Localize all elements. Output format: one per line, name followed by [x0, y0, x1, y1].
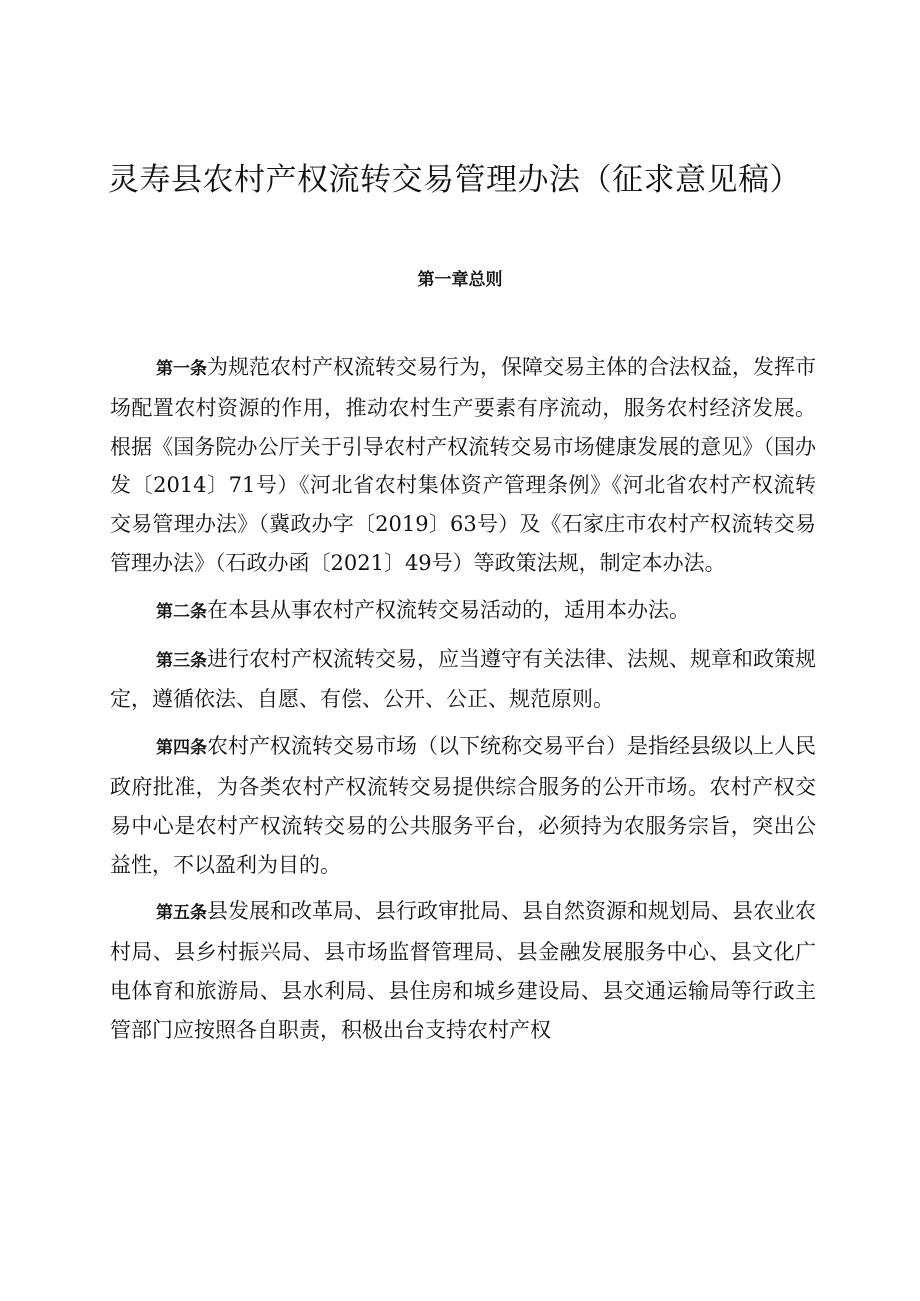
article-text: 进行农村产权流转交易，应当遵守有关法律、法规、规章和政策规定，遵循依法、自愿、有偿、公开、公正、规范原则。: [110, 646, 816, 712]
article-number: 第二条: [156, 601, 207, 622]
document-body: [110, 348, 816, 1058]
article-number: 第四条: [156, 738, 207, 759]
article-text: 县发展和改革局、县行政审批局、县自然资源和规划局、县农业农村局、县乡村振兴局、县市场监督管理局、县金融发展服务中心、县文化广电体育和旅游局、县水利局、县住房和城乡建设局、县交通运输局等行政主管部门应按照各自职责，积极出台支持农村产权: [110, 899, 816, 1042]
article-5: [110, 892, 816, 1049]
article-number: 第五条: [156, 903, 207, 924]
article-number: 第一条: [156, 359, 207, 379]
article-1: [110, 348, 816, 583]
article-4: [110, 727, 816, 884]
article-2: [110, 591, 816, 632]
article-3: [110, 640, 816, 720]
article-text: 农村产权流转交易市场（以下统称交易平台）是指经县级以上人民政府批准，为各类农村产权流转交易提供综合服务的公开市场。农村产权交易中心是农村产权流转交易的公共服务平台，必须持为农服务宗旨，突出公益性，不以盈利为目的。: [110, 734, 816, 877]
article-number: 第三条: [156, 650, 207, 671]
chapter-heading: 第一章总则: [417, 270, 503, 290]
article-text: 为规范农村产权流转交易行为，保障交易主体的合法权益，发挥市场配置农村资源的作用，推动农村生产要素有序流动，服务农村经济发展。根据《国务院办公厅关于引导农村产权流转交易市场健康发展的意见》（国办发〔2014〕71号）《河北省农村集体资产管理条例》《河北省农村产权流转交易管理办法》（冀政办字〔2019〕63号）及《石家庄市农村产权流转交易管理办法》（石政办函〔2021〕49号）等政策法规，制定本办法。: [110, 355, 816, 575]
document-title: 灵寿县农村产权流转交易管理办法（征求意见稿）: [108, 162, 801, 198]
article-text: 在本县从事农村产权流转交易活动的，适用本办法。: [207, 597, 690, 622]
